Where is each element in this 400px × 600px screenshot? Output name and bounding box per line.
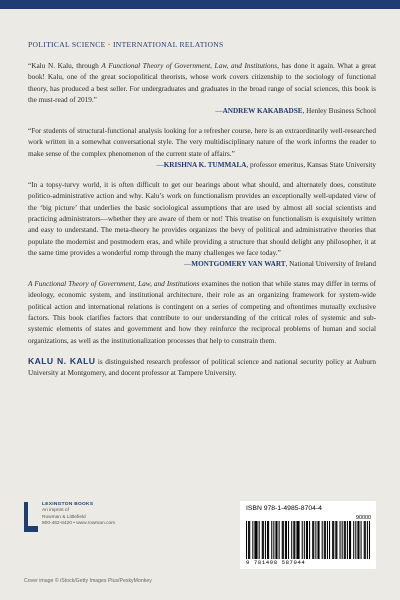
publisher-block bbox=[24, 500, 174, 550]
reviewer-name: MONTGOMERY VAN WART bbox=[191, 260, 286, 269]
cover-image-credit: Cover image © iStock/Getty Images Plus/PeskyMonkey bbox=[24, 578, 152, 584]
author-name: KALU N. KALU bbox=[28, 355, 96, 366]
reviewer-affiliation: , professor emeritus, Kansas State University bbox=[246, 161, 376, 170]
reviewer-affiliation: , National University of Ireland bbox=[285, 260, 376, 269]
book-title: A Functional Theory of Government, Law, and Institutions bbox=[28, 280, 200, 289]
reviewer-affiliation: , Henley Business School bbox=[302, 107, 376, 116]
price-code: 90000 bbox=[356, 515, 371, 521]
blurb-quote: “In a topsy-turvy world, it is often difficult to get our bearings about what should, and alternately does, constitute politico-administrative action and why. Kalu’s work on functionalism provides an exceptionally well-updated view of the ‘big picture’ that underlies the basic sociological assumptions that are used by almost all social scientists and practicing administrators—whether they are aware of them or not! This treatise on functionalism is exquisitely written and easy to understand. The meta-theory he provides organizes the bevy of political and administrative theories that populate the modernist and postmodern eras, and while providing a structure that should delight any philosopher, it at the same time provides a wonderful romp through the many challenges we face today.” bbox=[28, 181, 376, 257]
top-color-bar bbox=[0, 0, 400, 9]
category-separator: • bbox=[107, 40, 111, 49]
category-left: POLITICAL SCIENCE bbox=[28, 40, 106, 49]
blurb-attribution: —MONTGOMERY VAN WART, National University of Ireland bbox=[184, 260, 376, 269]
isbn-barcode bbox=[240, 501, 376, 569]
publisher-logo-icon bbox=[24, 502, 38, 532]
category-right: INTERNATIONAL RELATIONS bbox=[112, 40, 224, 49]
book-description: A Functional Theory of Government, Law, and Institutions examines the notion that while states may differ in terms of ideology, economic system, and institutional architecture, their role as an organizing framework for system-wide political action and international relations is contingent on a series of competing and oftentimes mutually exclusive factors. This book clarifies factors that contribute to our understanding of the critical roles of systemic and sub-systemic elements of states and government and how they reinforce the reciprocal problems of human and social organizations, as well as the institutionalization processes that help to constrain them. bbox=[28, 280, 376, 345]
category-line bbox=[28, 40, 376, 49]
isbn-number: ISBN 978-1-4985-8704-4 bbox=[246, 505, 322, 512]
barcode-digits: 9 781498 587044 bbox=[246, 559, 306, 566]
blurb-attribution: —KRISHNA K. TUMMALA, professor emeritus, Kansas State University bbox=[156, 161, 376, 170]
blurb-3 bbox=[28, 180, 376, 270]
reviewer-name: KRISHNA K. TUMMALA bbox=[163, 161, 247, 170]
publisher-parent: Rowman & Littlefield bbox=[42, 514, 86, 520]
blurb-1 bbox=[28, 61, 376, 117]
publisher-contact: 800-462-6420 • www.rowman.com bbox=[42, 521, 116, 527]
back-cover-text bbox=[28, 40, 376, 380]
publisher-name: LEXINGTON BOOKS bbox=[42, 502, 94, 507]
barcode-bars bbox=[246, 521, 370, 559]
blurb-2 bbox=[28, 126, 376, 171]
reviewer-name: ANDREW KAKABADSE bbox=[222, 107, 303, 116]
blurb-attribution: —ANDREW KAKABADSE, Henley Business School bbox=[215, 107, 376, 116]
blurb-quote: “Kalu N. Kalu, through A Functional Theory of Government, Law, and Institutions, has done it again. What a great book! Kalu, one of the great sociopolitical theorists, whose work covers citizenship to the sociology of functional theory, has produced a best seller. For undergraduates and graduates in the broad range of social sciences, this book is the must-read of 2019.” bbox=[28, 62, 376, 104]
publisher-imprint: An imprint of bbox=[42, 508, 69, 514]
blurb-quote: “For students of structural-functional analysis looking for a refresher course, here is an extraordinarily well-researched work written in a somewhat conversational style. The very multidisciplinary nature of the work informs the reader to make sense of the complex phenomenon of the current state of affairs.” bbox=[28, 127, 376, 158]
author-bio: KALU N. KALU is distinguished research professor of political science and national security policy at Auburn University at Montgomery, and docent professor at Tampere University. bbox=[28, 355, 376, 378]
